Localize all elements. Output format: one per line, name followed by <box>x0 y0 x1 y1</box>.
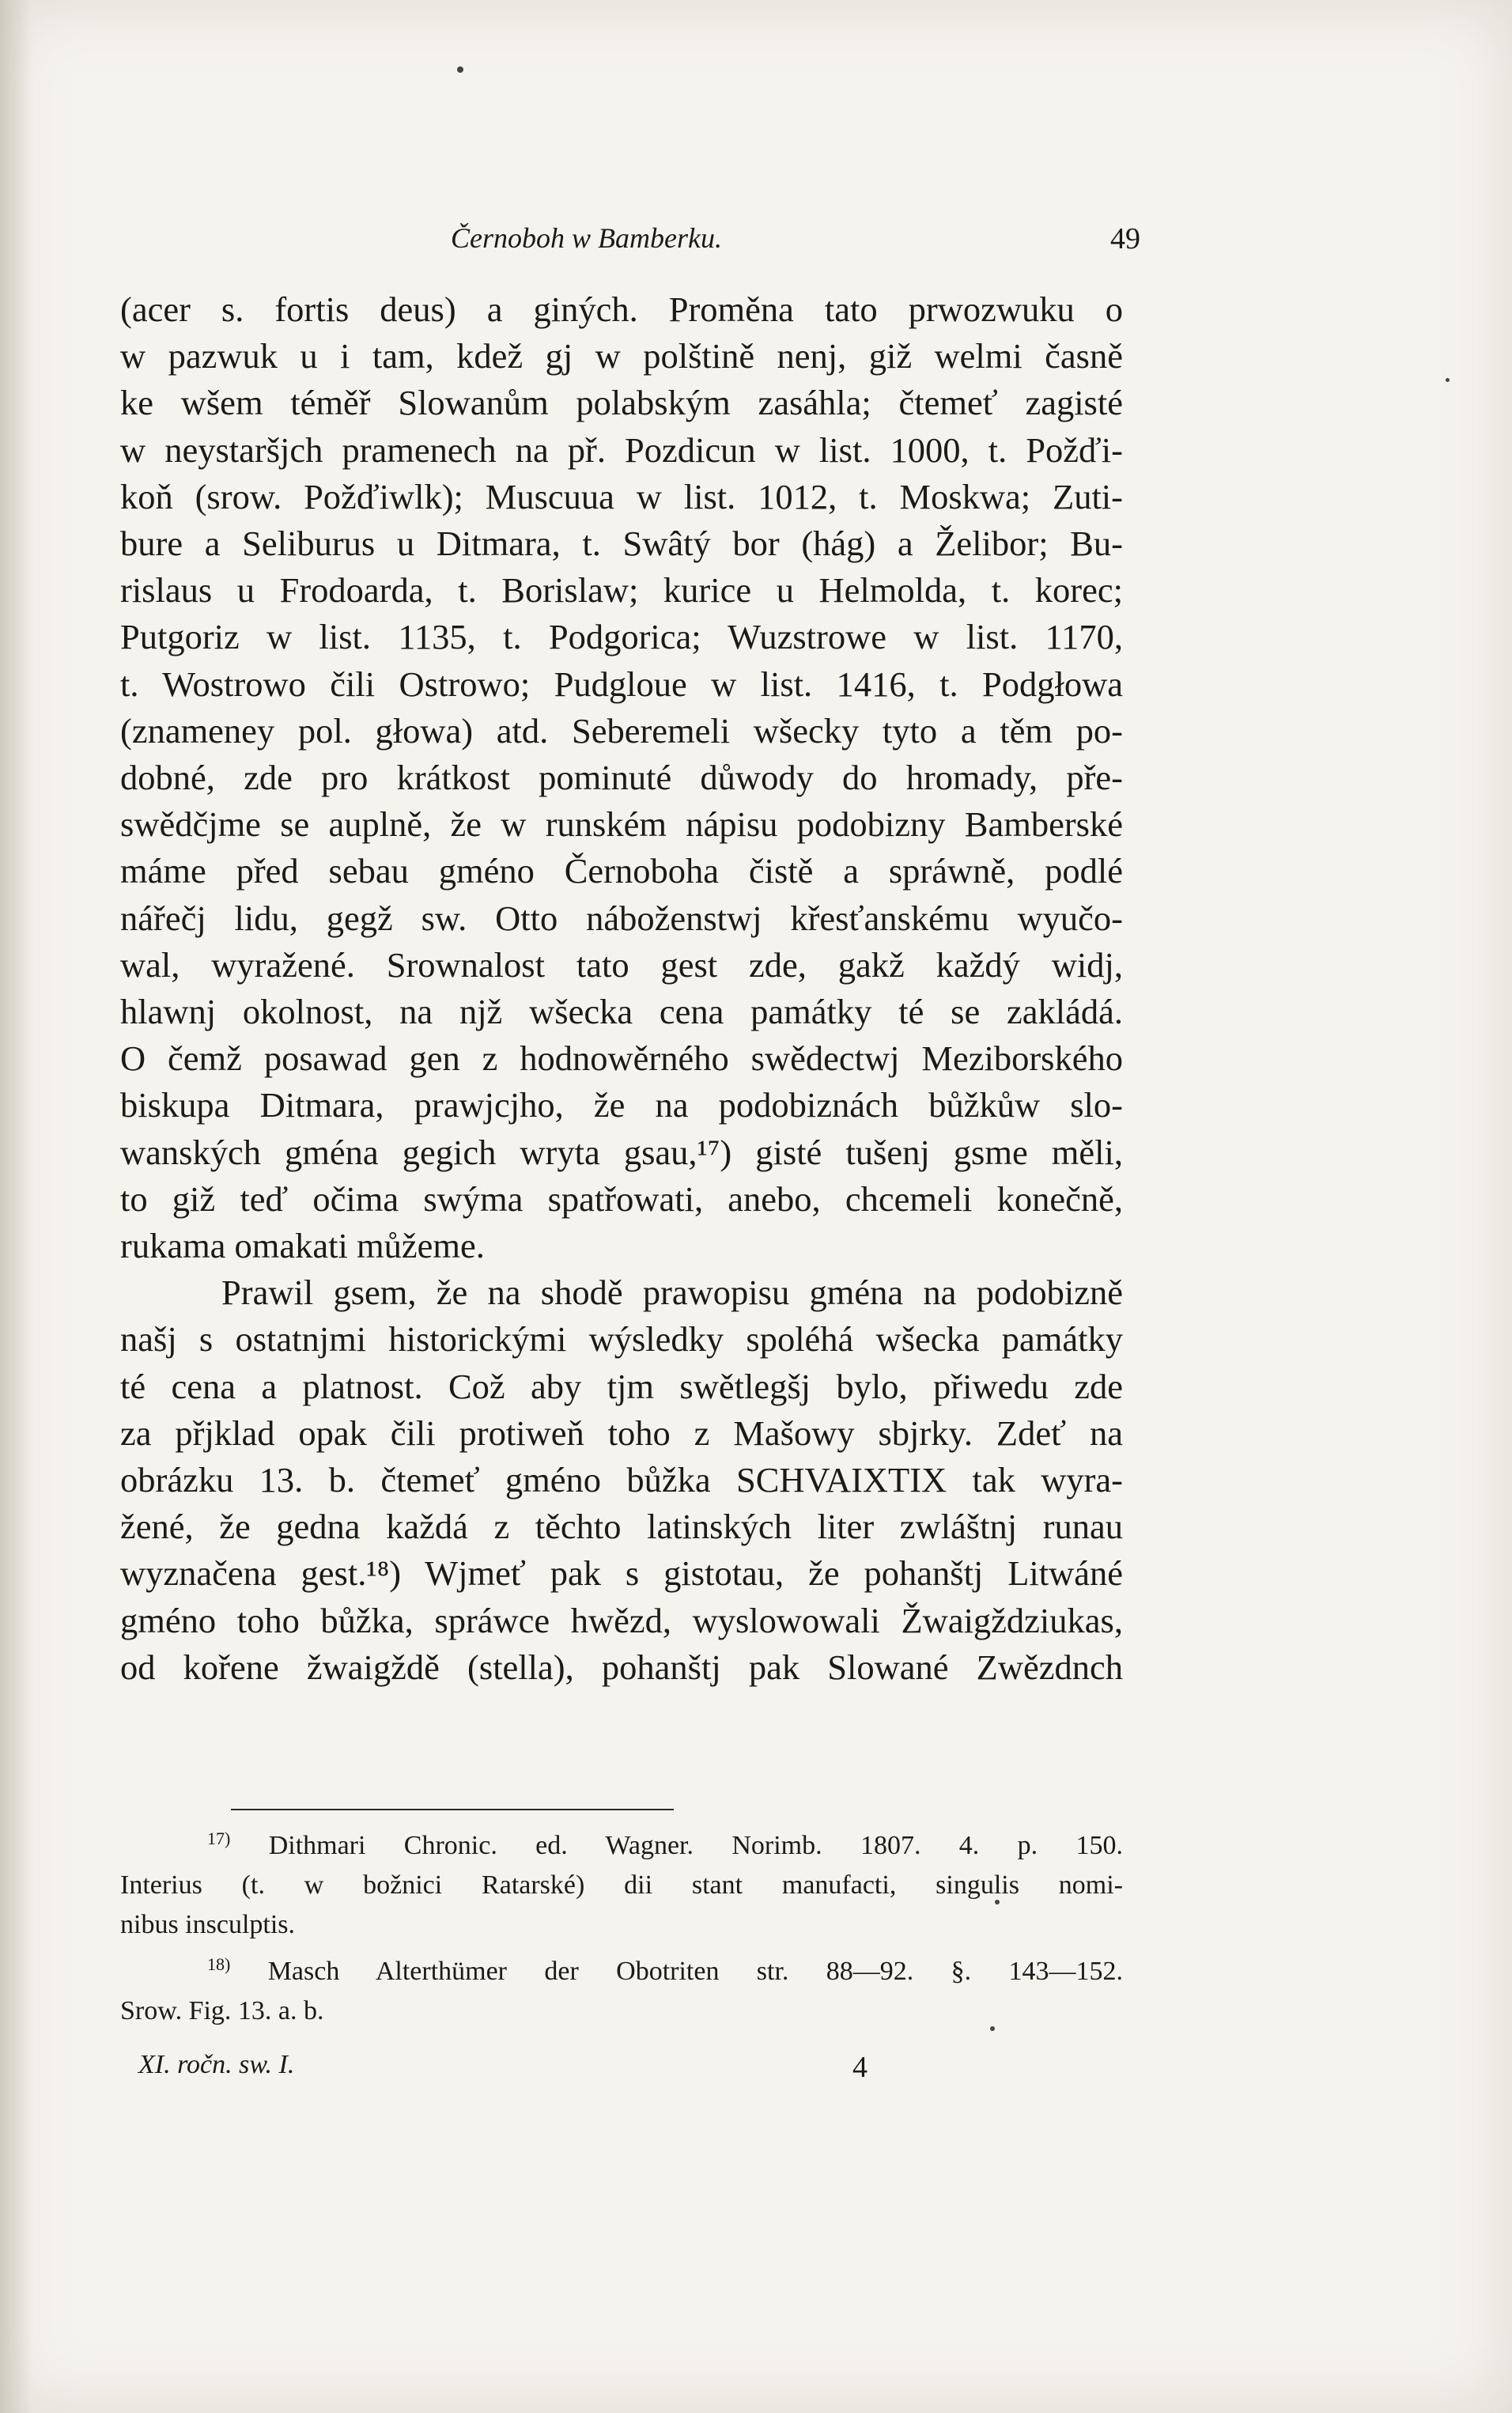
page-header <box>119 221 1140 261</box>
footnote-line: Interius (t. w božnici Ratarské) dii stant manufacti, singulis nomi- <box>120 1870 1123 1900</box>
page-number: 49 <box>1110 222 1140 255</box>
signature-mark: XI. ročn. sw. I. <box>138 2050 295 2079</box>
signature-line <box>138 2050 868 2090</box>
text-line: (acer s. fortis deus) a giných. Proměna tato prwozwuku o <box>120 289 1123 329</box>
text-line: wal, wyražené. Srownalost tato gest zde, gakž každý widj, <box>120 944 1123 985</box>
text-line: wyznačena gest.¹⁸) Wjmeť pak s gistotau, že pohanštj Litwáné <box>120 1553 1123 1594</box>
footnote-line <box>120 1819 1123 1866</box>
text-line: rukama omakati můžeme. <box>120 1226 485 1266</box>
ink-speck <box>995 1900 1000 1904</box>
text-line: swědčjme se auplně, že w runském nápisu podobizny Bamberské <box>120 804 1123 845</box>
footnote-marker: 17) <box>207 1829 231 1848</box>
text-line: obrázku 13. b. čtemeť gméno bůžka SCHVAIXTIX tak wyra- <box>120 1460 1123 1500</box>
footnote-marker: 18) <box>207 1954 231 1974</box>
running-head: Černoboh w Bamberku. <box>451 222 722 254</box>
text-line: biskupa Ditmara, prawjcjho, že na podobiznách bůžkůw slo- <box>120 1085 1123 1125</box>
ink-speck <box>990 2026 995 2031</box>
text-line: gméno toho bůžka, spráwce hwězd, wyslowowali Žwaigždziukas, <box>120 1600 1123 1640</box>
text-line: našj s ostatnjmi historickými wýsledky spoléhá wšecka památky <box>120 1319 1123 1360</box>
text-line: w pazwuk u i tam, kdež gj w polštině nenj, giž welmi časně <box>120 336 1123 376</box>
text-line: za přjklad opak čili protiweň toho z Mašowy sbjrky. Zdeť na <box>120 1413 1123 1453</box>
footnote-line: Srow. Fig. 13. a. b. <box>120 1996 324 2025</box>
text-line: hlawnj okolnost, na njž wšecka cena památky té se zakládá. <box>120 992 1123 1032</box>
footnote-divider <box>231 1809 674 1810</box>
page-edge-shadow <box>0 0 32 2413</box>
text-line: Prawil gsem, že na shodě prawopisu gména na podobizně <box>221 1273 1123 1313</box>
signature-number: 4 <box>852 2051 868 2084</box>
ink-speck <box>1446 378 1450 382</box>
footnote-17 <box>120 1819 1123 1945</box>
footnote-18 <box>120 1945 1123 2031</box>
text-line: wanských gména gegich wryta gsau,¹⁷) gisté tušenj gsme měli, <box>120 1132 1123 1172</box>
text-line: bure a Seliburus u Ditmara, t. Swâtý bor (hág) a Želibor; Bu- <box>120 524 1123 564</box>
text-line: rislaus u Frodoarda, t. Borislaw; kurice u Helmolda, t. korec; <box>120 570 1123 611</box>
text-line: (znameney pol. głowa) atd. Seberemeli wšecky tyto a těm po- <box>120 710 1123 751</box>
body-text <box>120 286 1123 1691</box>
ink-speck <box>457 66 463 73</box>
text-line: té cena a platnost. Což aby tjm swětlegšj bylo, přiwedu zde <box>120 1366 1123 1406</box>
text-line: od kořene žwaigždě (stella), pohanštj pak Slowané Zwězdnch <box>120 1647 1123 1687</box>
footnote-line: nibus insculptis. <box>120 1910 296 1939</box>
text-line: to giž teď očima swýma spatřowati, anebo, chcemeli konečně, <box>120 1178 1123 1219</box>
text-line: Putgoriz w list. 1135, t. Podgorica; Wuzstrowe w list. 1170, <box>120 617 1123 657</box>
footnote-text: Masch Alterthümer der Obotriten str. 88—92. §. 143—152. <box>267 1957 1124 1986</box>
text-line: t. Wostrowo čili Ostrowo; Pudgloue w list. 1416, t. Podgłowa <box>120 664 1123 704</box>
text-line: w neystaršjch pramenech na př. Pozdicun w list. 1000, t. Požďi- <box>120 429 1123 470</box>
text-line: žené, že gedna každá z těchto latinských liter zwláštnj runau <box>120 1507 1123 1547</box>
footnote-line <box>120 1945 1123 1991</box>
footnotes <box>120 1819 1123 2031</box>
text-line: dobné, zde pro krátkost pominuté důwody do hromady, pře- <box>120 758 1123 798</box>
text-line: máme před sebau gméno Černoboha čistě a spráwně, podlé <box>120 851 1123 891</box>
text-line: ke wšem téměř Slowanům polabským zasáhla; čtemeť zagisté <box>120 383 1123 423</box>
text-line: nářečj lidu, gegž sw. Otto náboženstwj křesťanskému wyučo- <box>120 898 1123 938</box>
footnote-text: Dithmari Chronic. ed. Wagner. Norimb. 1807. 4. p. 150. <box>268 1831 1124 1860</box>
text-line: O čemž posawad gen z hodnowěrného swědectwj Meziborského <box>120 1038 1123 1079</box>
text-line: koň (srow. Požďiwlk); Muscuua w list. 1012, t. Moskwa; Zuti- <box>120 476 1123 516</box>
